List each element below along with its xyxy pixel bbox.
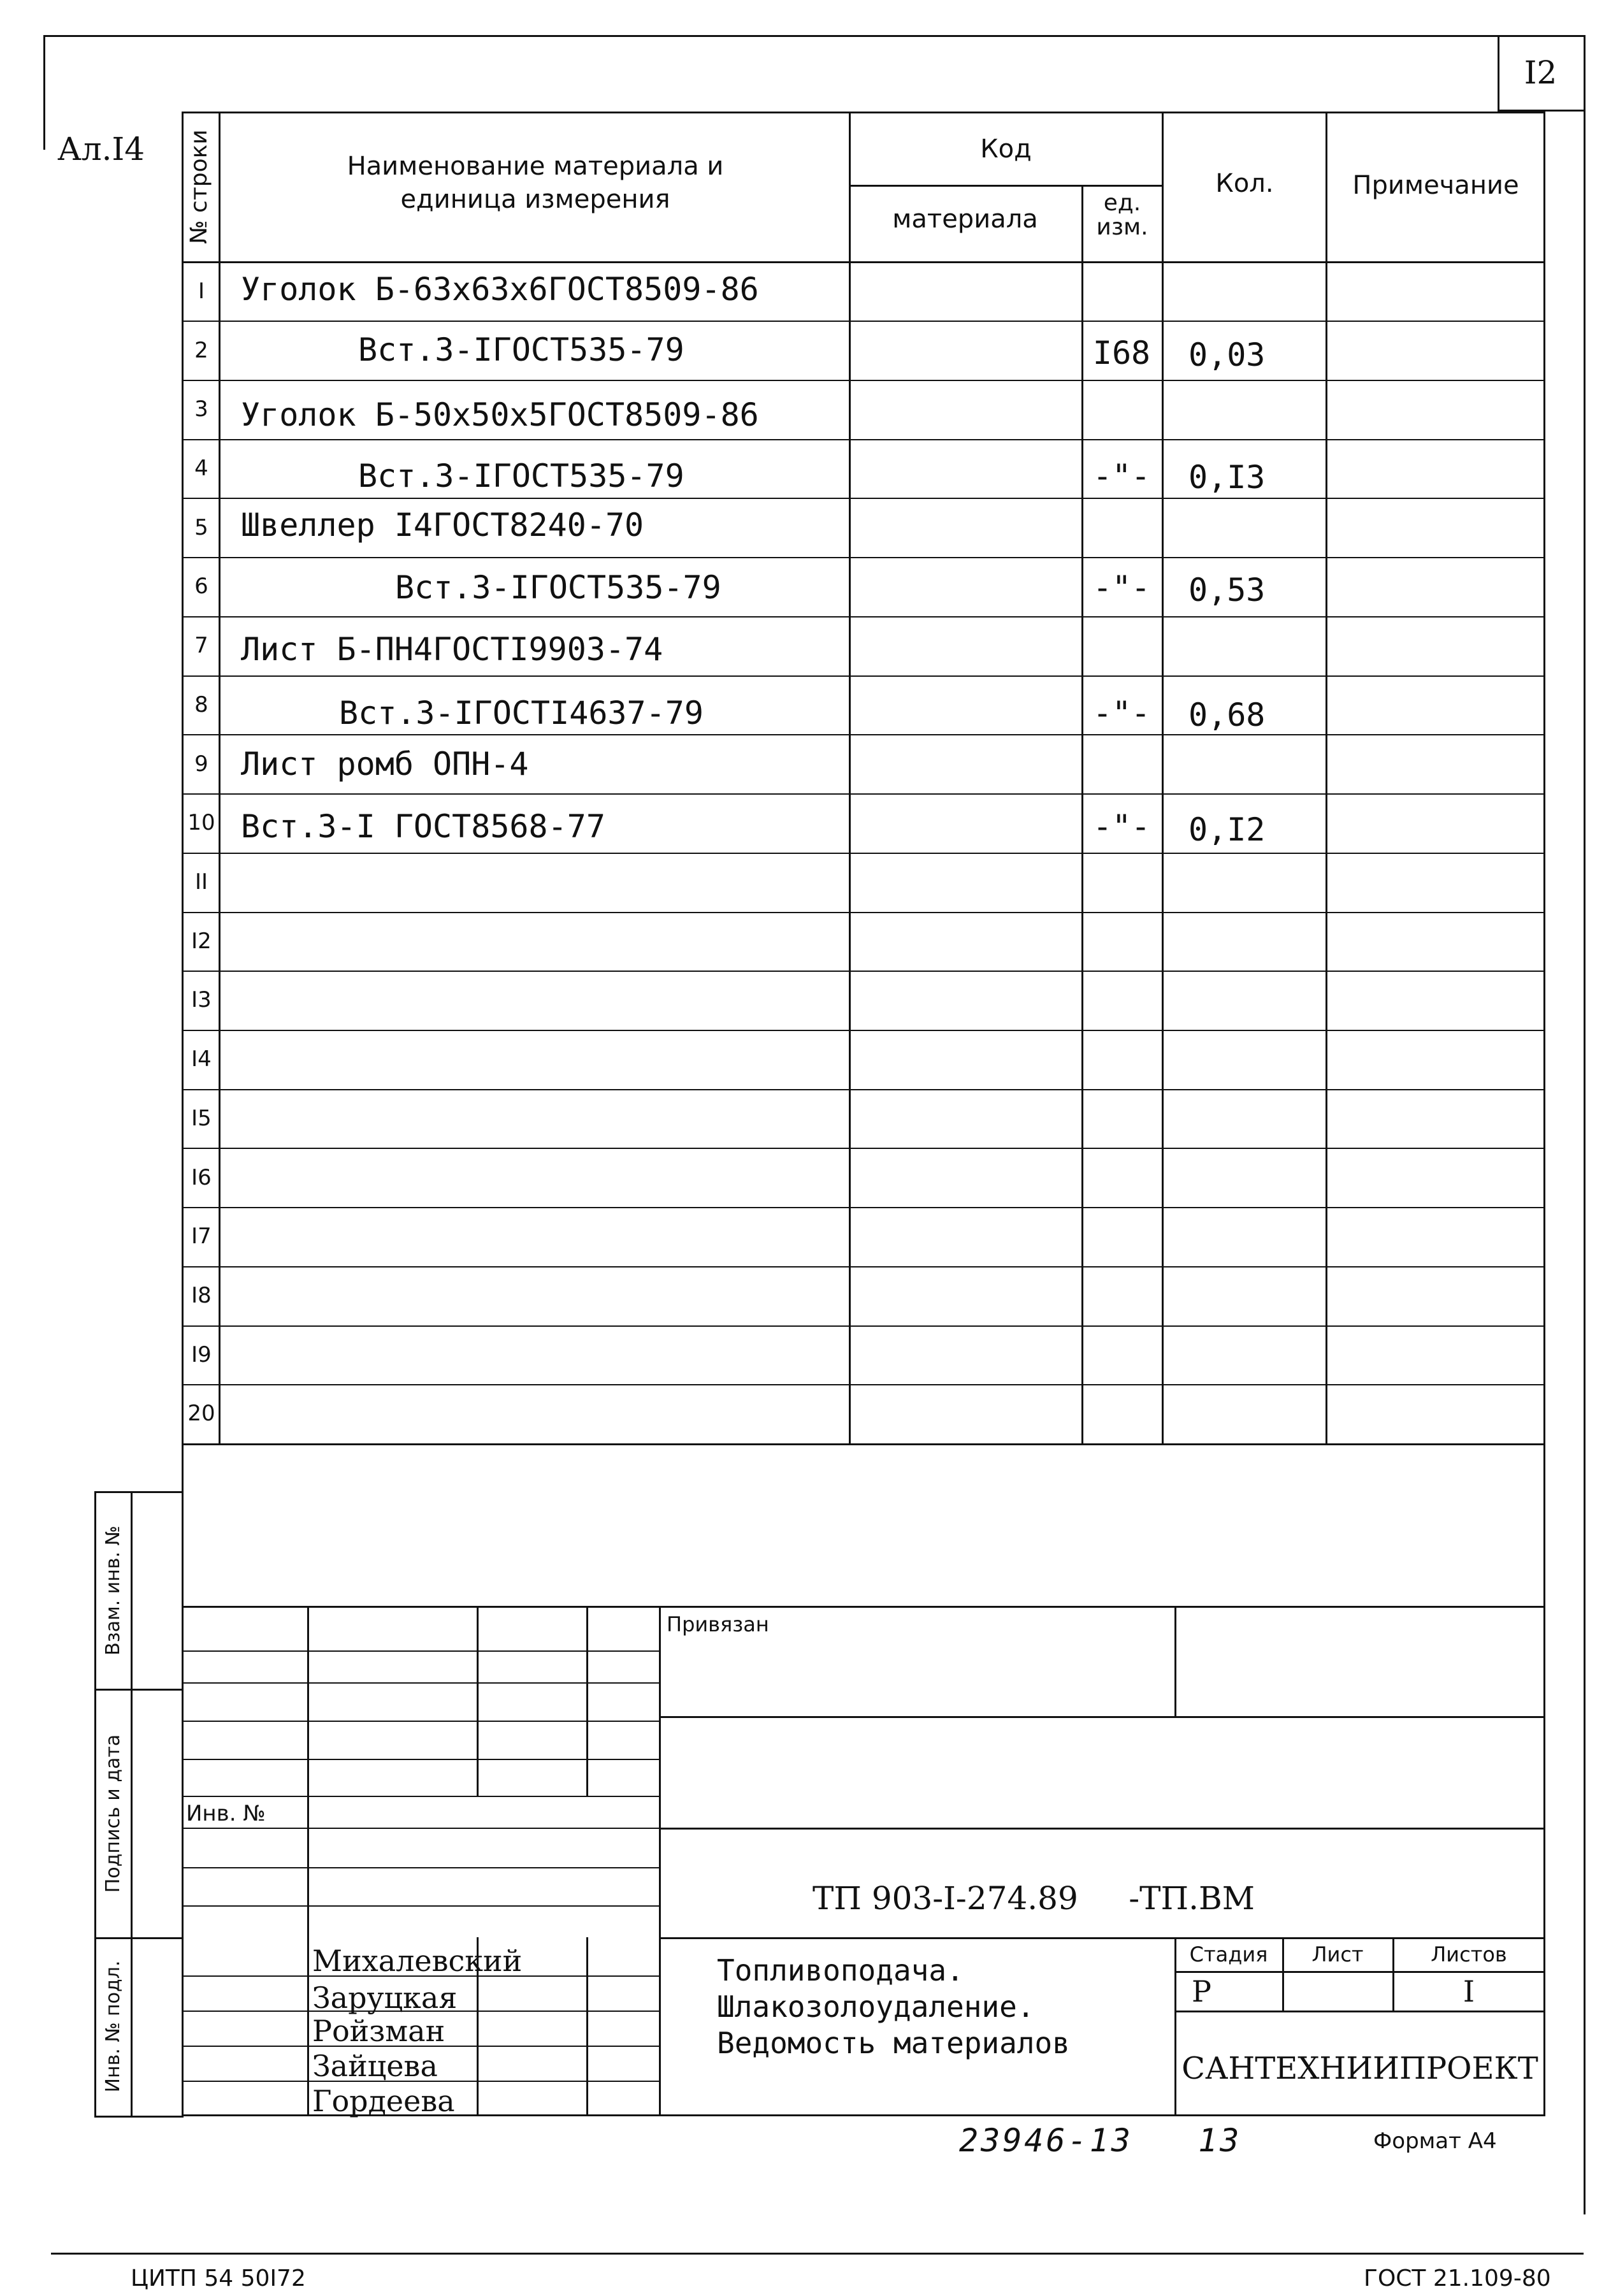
album-label: Ал.I4 <box>57 131 145 168</box>
unit-code: -"- <box>1092 569 1151 606</box>
table-top <box>182 112 1545 113</box>
quantity: 0,I3 <box>1188 459 1266 496</box>
row-number: 8 <box>194 692 208 718</box>
tb-row <box>182 1867 660 1868</box>
row-line <box>182 1030 1545 1031</box>
tb-row <box>182 1682 660 1684</box>
header-name: Наименование материала и единица измерения <box>347 152 724 214</box>
table-right <box>1543 112 1545 2116</box>
code-subheader-line <box>849 185 1163 187</box>
row-number: 2 <box>194 338 208 363</box>
signer-name: Гордеева <box>312 2084 455 2118</box>
row-line <box>182 498 1545 499</box>
stage-label: Стадия <box>1189 1942 1268 1967</box>
material-name: Уголок Б-63х63х6ГОСТ8509-86 <box>241 271 759 308</box>
row-line <box>182 1089 1545 1090</box>
row-line <box>182 439 1545 440</box>
header-row-no: № строки <box>186 129 212 244</box>
unit-code: -"- <box>1092 808 1151 845</box>
side-strip-sep1 <box>94 1689 184 1691</box>
row-line <box>182 971 1545 972</box>
frame-left <box>43 35 45 150</box>
stage-value: Р <box>1192 1974 1211 2009</box>
title-col-c <box>586 1606 588 1797</box>
signer-name: Зайцева <box>312 2049 438 2083</box>
material-name: Вст.3-IГОСТ535-79 <box>358 331 684 368</box>
row-number: 10 <box>187 810 215 835</box>
quantity: 0,I2 <box>1188 811 1266 848</box>
header-bottom <box>182 261 1545 263</box>
frame-right <box>1584 35 1585 2214</box>
table-bottom <box>182 1443 1545 1445</box>
tb-row <box>182 1721 660 1722</box>
row-number: I8 <box>191 1283 212 1308</box>
doc-title-line: Шлакозолоудаление. <box>717 1989 1035 2024</box>
inv-no-label: Инв. № <box>186 1801 270 1826</box>
footer-left: ЦИТП 54 50I72 <box>131 2265 306 2292</box>
title-col-b <box>477 1606 479 1797</box>
row-line <box>182 853 1545 854</box>
material-name: Вст.3-I ГОСТ8568-77 <box>241 808 605 845</box>
signer-name: Михалевский <box>312 1944 523 1978</box>
row-number: 4 <box>194 456 208 481</box>
tb-row <box>182 1796 660 1797</box>
row-line <box>182 793 1545 795</box>
organization: САНТЕХНИИПРОЕКТ <box>1181 2051 1538 2086</box>
row-line <box>182 1325 1545 1327</box>
row-line <box>182 912 1545 913</box>
tb-row <box>182 1759 660 1760</box>
row-line <box>182 380 1545 381</box>
privyazan-label: Привязан <box>667 1612 769 1636</box>
privyazan-sep <box>1174 1606 1176 1717</box>
row-number: I2 <box>191 928 212 954</box>
row-line <box>182 321 1545 322</box>
row-number: I9 <box>191 1342 212 1368</box>
col-sep-name <box>849 112 851 1443</box>
quantity: 0,68 <box>1188 697 1266 733</box>
row-number: I7 <box>191 1224 212 1249</box>
sheets-label: Листов <box>1431 1942 1507 1967</box>
row-line <box>182 734 1545 735</box>
sheets-value: I <box>1463 1974 1475 2009</box>
row-line <box>182 1384 1545 1385</box>
material-name: Вст.3-IГОСТI4637-79 <box>339 695 704 732</box>
tb-row <box>182 1828 660 1829</box>
stage-label-line <box>1174 1971 1545 1973</box>
title-top <box>182 1606 1545 1608</box>
material-name: Уголок Б-50х50х5ГОСТ8509-86 <box>241 396 759 433</box>
row-line <box>182 1266 1545 1267</box>
frame-bottom <box>51 2253 1584 2255</box>
row-number: 5 <box>194 515 208 540</box>
side-strip-top <box>94 1491 184 1493</box>
row-number: II <box>194 869 208 895</box>
quantity: 0,53 <box>1188 572 1266 609</box>
quantity: 0,03 <box>1188 336 1266 373</box>
side-strip-inner <box>131 1491 133 2116</box>
handwritten-number: 23946-13 13 <box>959 2122 1242 2159</box>
doc-code-bottom <box>659 1937 1545 1939</box>
doc-title-line: Ведомость материалов <box>717 2026 1070 2060</box>
material-name: Лист Б-ПН4ГОСТI9903-74 <box>241 631 663 668</box>
format-label: Формат А4 <box>1373 2128 1497 2154</box>
header-code-material: материала <box>892 205 1038 234</box>
material-name: Вст.3-IГОСТ535-79 <box>395 569 721 606</box>
sheet-label: Лист <box>1311 1942 1364 1967</box>
material-name: Вст.3-IГОСТ535-79 <box>358 458 684 495</box>
row-number: I5 <box>191 1106 212 1131</box>
row-line <box>182 557 1545 558</box>
unit-code: I68 <box>1092 335 1151 372</box>
stage-value-line <box>1174 2011 1545 2012</box>
side-label-podpis: Подпись и дата <box>102 1734 124 1893</box>
signer-name: Ройзман <box>312 2014 445 2048</box>
row-number: I4 <box>191 1046 212 1072</box>
row-number: 3 <box>194 396 208 422</box>
row-line <box>182 675 1545 677</box>
row-number: I <box>198 278 205 304</box>
footer-right: ГОСТ 21.109-80 <box>1364 2265 1551 2292</box>
tb-row <box>182 1650 660 1652</box>
col-sep-qty <box>1325 112 1327 1443</box>
side-label-vzam: Взам. инв. № <box>102 1526 124 1656</box>
row-number: I6 <box>191 1165 212 1190</box>
side-strip-left <box>94 1491 96 2116</box>
unit-code: -"- <box>1092 695 1151 732</box>
page-number: I2 <box>1524 54 1557 91</box>
unit-code: -"- <box>1092 458 1151 495</box>
signer-name: Заруцкая <box>312 1981 458 2015</box>
row-line <box>182 1207 1545 1208</box>
col-sep-unit <box>1162 112 1164 1443</box>
frame-top <box>43 35 1585 37</box>
row-number: 6 <box>194 574 208 599</box>
header-note: Примечание <box>1352 171 1519 200</box>
doc-title-line: Топливоподача. <box>717 1953 964 1988</box>
privyazan-bottom <box>659 1716 1545 1718</box>
header-code-unit: ед. изм. <box>1096 190 1148 240</box>
title-col-c2 <box>586 1937 588 2116</box>
material-name: Лист ромб ОПН-4 <box>241 746 529 783</box>
row-number: 20 <box>187 1401 215 1426</box>
header-code: Код <box>980 134 1032 164</box>
doc-code-top <box>659 1828 1545 1830</box>
row-line <box>182 616 1545 617</box>
material-name: Швеллер I4ГОСТ8240-70 <box>241 507 644 544</box>
side-label-inv-podl: Инв. № подл. <box>102 1960 124 2093</box>
row-number: I3 <box>191 987 212 1013</box>
row-number: 7 <box>194 633 208 658</box>
row-line <box>182 1148 1545 1149</box>
tb-row <box>182 1905 660 1907</box>
header-qty: Кол. <box>1215 169 1274 198</box>
doc-code: ТП 903-I-274.89 -ТП.ВМ <box>813 1880 1255 1917</box>
row-number: 9 <box>194 751 208 777</box>
